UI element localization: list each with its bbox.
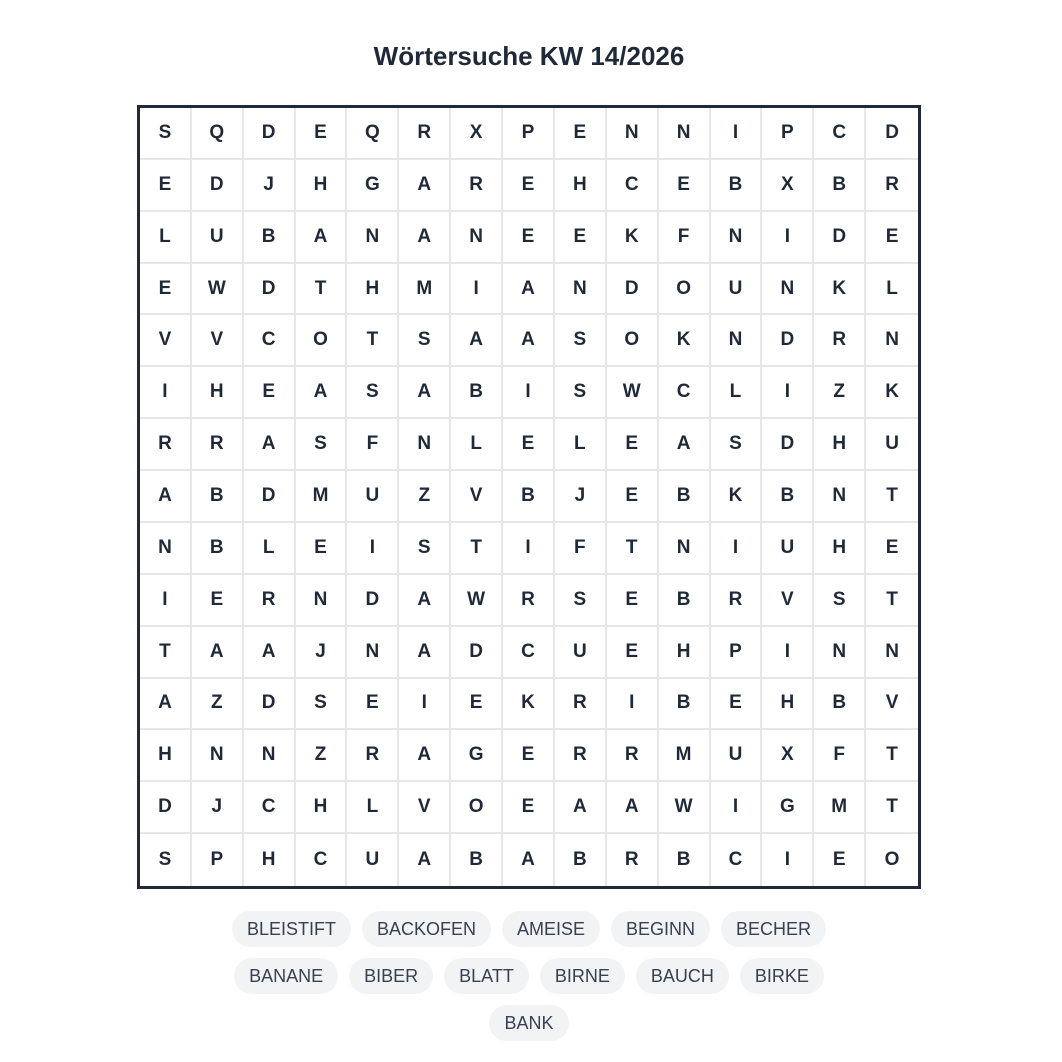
grid-cell[interactable]: G xyxy=(347,160,399,212)
grid-cell[interactable]: K xyxy=(607,212,659,264)
grid-cell[interactable]: Z xyxy=(296,730,348,782)
grid-cell[interactable]: R xyxy=(711,575,763,627)
grid-cell[interactable]: E xyxy=(866,523,918,575)
grid-cell[interactable]: W xyxy=(451,575,503,627)
grid-cell[interactable]: L xyxy=(244,523,296,575)
grid-cell[interactable]: U xyxy=(711,730,763,782)
grid-cell[interactable]: H xyxy=(814,523,866,575)
grid-cell[interactable]: U xyxy=(192,212,244,264)
grid-cell[interactable]: Z xyxy=(192,679,244,731)
grid-cell[interactable]: A xyxy=(244,419,296,471)
grid-cell[interactable]: A xyxy=(503,834,555,886)
grid-cell[interactable]: H xyxy=(762,679,814,731)
grid-cell[interactable]: A xyxy=(399,575,451,627)
grid-cell[interactable]: E xyxy=(503,212,555,264)
grid-cell[interactable]: K xyxy=(503,679,555,731)
grid-cell[interactable]: C xyxy=(244,315,296,367)
grid-cell[interactable]: B xyxy=(451,834,503,886)
grid-cell[interactable]: N xyxy=(192,730,244,782)
grid-cell[interactable]: V xyxy=(866,679,918,731)
word-chip: BLATT xyxy=(444,958,529,994)
grid-cell[interactable]: A xyxy=(399,834,451,886)
grid-cell[interactable]: B xyxy=(659,679,711,731)
grid-cell[interactable]: N xyxy=(659,108,711,160)
grid-cell[interactable]: A xyxy=(503,315,555,367)
grid-cell[interactable]: A xyxy=(140,471,192,523)
grid-cell[interactable]: K xyxy=(659,315,711,367)
grid-cell[interactable]: J xyxy=(555,471,607,523)
grid-cell[interactable]: S xyxy=(555,315,607,367)
grid-cell[interactable]: D xyxy=(244,471,296,523)
grid-cell[interactable]: V xyxy=(140,315,192,367)
grid-cell[interactable]: H xyxy=(192,367,244,419)
grid-cell[interactable]: C xyxy=(814,108,866,160)
grid-cell[interactable]: D xyxy=(451,627,503,679)
grid-cell[interactable]: E xyxy=(503,160,555,212)
grid-cell[interactable]: T xyxy=(866,471,918,523)
grid-cell[interactable]: B xyxy=(503,471,555,523)
grid-cell[interactable]: E xyxy=(347,679,399,731)
grid-cell[interactable]: R xyxy=(866,160,918,212)
grid-cell[interactable]: U xyxy=(555,627,607,679)
grid-cell[interactable]: L xyxy=(866,264,918,316)
grid-cell[interactable]: E xyxy=(244,367,296,419)
grid-cell[interactable]: E xyxy=(192,575,244,627)
grid-cell[interactable]: S xyxy=(399,315,451,367)
grid-cell[interactable]: B xyxy=(762,471,814,523)
grid-cell[interactable]: I xyxy=(711,108,763,160)
grid-cell[interactable]: H xyxy=(555,160,607,212)
grid-cell[interactable]: S xyxy=(555,575,607,627)
word-chip: BIRKE xyxy=(740,958,824,994)
grid-cell[interactable]: N xyxy=(347,627,399,679)
grid-cell[interactable]: T xyxy=(296,264,348,316)
grid-cell[interactable]: N xyxy=(814,627,866,679)
word-chip: BANANE xyxy=(234,958,338,994)
grid-cell[interactable]: E xyxy=(607,419,659,471)
word-chip: BAUCH xyxy=(636,958,729,994)
grid-cell[interactable]: B xyxy=(659,834,711,886)
grid-cell[interactable]: E xyxy=(555,212,607,264)
grid-cell[interactable]: F xyxy=(814,730,866,782)
grid-cell[interactable]: V xyxy=(451,471,503,523)
grid-cell[interactable]: B xyxy=(659,471,711,523)
grid-cell[interactable]: E xyxy=(296,108,348,160)
grid-cell[interactable]: G xyxy=(451,730,503,782)
grid-cell[interactable]: E xyxy=(451,679,503,731)
grid-cell[interactable]: B xyxy=(192,523,244,575)
grid-cell[interactable]: O xyxy=(451,782,503,834)
word-list xyxy=(0,911,1058,1041)
grid-cell[interactable]: L xyxy=(451,419,503,471)
grid-cell[interactable]: P xyxy=(762,108,814,160)
grid-cell[interactable]: Z xyxy=(399,471,451,523)
grid-cell[interactable]: F xyxy=(555,523,607,575)
grid-cell[interactable]: S xyxy=(347,367,399,419)
grid-cell[interactable]: E xyxy=(607,471,659,523)
grid-cell[interactable]: D xyxy=(192,160,244,212)
grid-cell[interactable]: I xyxy=(451,264,503,316)
grid-cell[interactable]: H xyxy=(296,160,348,212)
grid-cell[interactable]: C xyxy=(503,627,555,679)
grid-cell[interactable]: L xyxy=(555,419,607,471)
grid-cell[interactable]: U xyxy=(347,834,399,886)
grid-cell[interactable]: E xyxy=(503,782,555,834)
grid-cell[interactable]: B xyxy=(711,160,763,212)
grid-cell[interactable]: E xyxy=(140,160,192,212)
grid-cell[interactable]: H xyxy=(814,419,866,471)
grid-cell[interactable]: B xyxy=(451,367,503,419)
grid-cell[interactable]: B xyxy=(814,160,866,212)
word-chip: BANK xyxy=(489,1005,568,1041)
grid-cell[interactable]: D xyxy=(607,264,659,316)
grid-cell[interactable]: N xyxy=(607,108,659,160)
grid-cell[interactable]: M xyxy=(659,730,711,782)
grid-cell[interactable]: A xyxy=(399,730,451,782)
grid-cell[interactable]: R xyxy=(555,679,607,731)
word-chip: BIRNE xyxy=(540,958,625,994)
grid-cell[interactable]: R xyxy=(192,419,244,471)
grid-cell[interactable]: A xyxy=(244,627,296,679)
grid-cell[interactable]: Q xyxy=(192,108,244,160)
grid-cell[interactable]: K xyxy=(866,367,918,419)
grid-cell[interactable]: I xyxy=(762,212,814,264)
grid-cell[interactable]: N xyxy=(711,315,763,367)
grid-cell[interactable]: D xyxy=(762,419,814,471)
grid-cell[interactable]: V xyxy=(399,782,451,834)
grid-cell[interactable]: A xyxy=(296,367,348,419)
grid-cell[interactable]: U xyxy=(866,419,918,471)
grid-cell[interactable]: N xyxy=(296,575,348,627)
grid-cell[interactable]: B xyxy=(244,212,296,264)
grid-cell[interactable]: J xyxy=(192,782,244,834)
grid-cell[interactable]: V xyxy=(192,315,244,367)
grid-cell[interactable]: J xyxy=(296,627,348,679)
grid-cell[interactable]: O xyxy=(884,849,900,871)
grid-cell[interactable]: I xyxy=(607,679,659,731)
grid-cell[interactable]: I xyxy=(762,367,814,419)
grid-cell[interactable]: S xyxy=(711,419,763,471)
grid-cell[interactable]: C xyxy=(244,782,296,834)
grid-cell[interactable]: I xyxy=(503,523,555,575)
grid-cell[interactable]: T xyxy=(866,575,918,627)
grid-cell[interactable]: M xyxy=(814,782,866,834)
grid-cell[interactable]: K xyxy=(814,264,866,316)
grid-cell[interactable]: L xyxy=(140,212,192,264)
grid-cell[interactable]: D xyxy=(866,108,918,160)
grid-cell[interactable]: R xyxy=(607,730,659,782)
grid-cell[interactable]: B xyxy=(659,575,711,627)
letter-grid xyxy=(137,105,921,889)
grid-cell[interactable]: F xyxy=(659,212,711,264)
grid-cell[interactable]: I xyxy=(762,834,814,886)
grid-cell[interactable]: T xyxy=(140,627,192,679)
grid-cell[interactable]: C xyxy=(711,834,763,886)
grid-cell[interactable]: C xyxy=(659,367,711,419)
grid-cell[interactable]: D xyxy=(244,108,296,160)
grid-cell[interactable]: E xyxy=(503,419,555,471)
grid-cell[interactable]: A xyxy=(659,419,711,471)
word-chip: AMEISE xyxy=(502,911,600,947)
grid-cell[interactable]: C xyxy=(607,160,659,212)
grid-cell[interactable]: S xyxy=(814,575,866,627)
grid-cell[interactable]: N xyxy=(399,419,451,471)
grid-cell[interactable]: N xyxy=(347,212,399,264)
grid-cell[interactable]: H xyxy=(244,834,296,886)
grid-cell[interactable]: A xyxy=(140,679,192,731)
grid-cell[interactable]: K xyxy=(711,471,763,523)
grid-cell[interactable]: I xyxy=(762,627,814,679)
grid-cell[interactable]: R xyxy=(503,575,555,627)
grid-cell[interactable]: S xyxy=(296,419,348,471)
grid-cell[interactable]: E xyxy=(607,627,659,679)
grid-cell[interactable]: E xyxy=(607,575,659,627)
grid-cell[interactable]: N xyxy=(451,212,503,264)
grid-cell[interactable]: I xyxy=(140,367,192,419)
grid-cell[interactable]: A xyxy=(399,212,451,264)
grid-cell[interactable]: X xyxy=(762,160,814,212)
grid-cell[interactable]: N xyxy=(659,523,711,575)
grid-cell[interactable]: H xyxy=(347,264,399,316)
grid-cell[interactable]: A xyxy=(607,782,659,834)
grid-cell[interactable]: L xyxy=(347,782,399,834)
grid-cell[interactable]: E xyxy=(555,108,607,160)
grid-cell[interactable]: U xyxy=(347,471,399,523)
grid-cell[interactable]: A xyxy=(503,264,555,316)
grid-cell[interactable]: N xyxy=(762,264,814,316)
grid-cell[interactable]: O xyxy=(659,264,711,316)
grid-cell[interactable]: S xyxy=(399,523,451,575)
word-chip: BIBER xyxy=(349,958,433,994)
grid-cell[interactable]: I xyxy=(140,575,192,627)
grid-cell[interactable]: D xyxy=(244,679,296,731)
grid-cell[interactable]: Q xyxy=(347,108,399,160)
grid-cell[interactable]: S xyxy=(555,367,607,419)
grid-cell[interactable]: R xyxy=(347,730,399,782)
word-chip: BLEISTIFT xyxy=(232,911,351,947)
word-chip: BEGINN xyxy=(611,911,710,947)
grid-cell[interactable]: A xyxy=(451,315,503,367)
grid-cell[interactable]: C xyxy=(296,834,348,886)
grid-cell[interactable]: F xyxy=(347,419,399,471)
word-chip: BECHER xyxy=(721,911,826,947)
grid-cell[interactable]: N xyxy=(140,523,192,575)
grid-cell[interactable]: A xyxy=(192,627,244,679)
grid-cell[interactable]: E xyxy=(659,160,711,212)
grid-cell[interactable]: W xyxy=(659,782,711,834)
grid-cell[interactable]: J xyxy=(244,160,296,212)
grid-cell[interactable]: T xyxy=(607,523,659,575)
grid-cell[interactable]: L xyxy=(711,367,763,419)
grid-cell[interactable]: N xyxy=(866,627,918,679)
grid-cell[interactable]: A xyxy=(399,160,451,212)
grid-cell[interactable]: E xyxy=(140,264,192,316)
grid-cell[interactable]: A xyxy=(399,627,451,679)
grid-cell[interactable]: B xyxy=(814,679,866,731)
grid-cell[interactable]: H xyxy=(659,627,711,679)
grid-cell[interactable]: I xyxy=(711,782,763,834)
grid-cell[interactable]: R xyxy=(244,575,296,627)
grid-cell[interactable]: T xyxy=(866,730,918,782)
grid-cell[interactable]: B xyxy=(555,834,607,886)
grid-cell[interactable]: D xyxy=(347,575,399,627)
grid-cell[interactable]: E xyxy=(866,212,918,264)
grid-cell[interactable]: A xyxy=(296,212,348,264)
grid-cell[interactable]: N xyxy=(814,471,866,523)
grid-cell[interactable]: T xyxy=(451,523,503,575)
grid-cell[interactable]: R xyxy=(399,108,451,160)
grid-cell[interactable]: I xyxy=(347,523,399,575)
word-chip: BACKOFEN xyxy=(362,911,491,947)
grid-cell[interactable]: E xyxy=(503,730,555,782)
grid-cell[interactable]: W xyxy=(607,367,659,419)
grid-cell[interactable]: R xyxy=(451,160,503,212)
grid-cell[interactable]: H xyxy=(140,730,192,782)
grid-cell[interactable]: R xyxy=(555,730,607,782)
grid-cell[interactable]: O xyxy=(607,315,659,367)
grid-cell[interactable]: I xyxy=(503,367,555,419)
grid-cell[interactable]: R xyxy=(140,419,192,471)
grid-cell[interactable]: E xyxy=(296,523,348,575)
grid-cell[interactable]: R xyxy=(814,315,866,367)
grid-cell[interactable]: S xyxy=(140,834,192,886)
grid-cell[interactable]: N xyxy=(866,315,918,367)
grid-cell[interactable]: X xyxy=(762,730,814,782)
grid-cell[interactable]: P xyxy=(503,108,555,160)
grid-cell[interactable]: V xyxy=(762,575,814,627)
grid-cell[interactable]: E xyxy=(711,679,763,731)
grid-cell[interactable]: G xyxy=(762,782,814,834)
grid-cell[interactable]: X xyxy=(451,108,503,160)
puzzle-title: Wörtersuche KW 14/2026 xyxy=(373,41,685,71)
grid-cell[interactable]: O xyxy=(296,315,348,367)
grid-cell[interactable]: N xyxy=(555,264,607,316)
grid-cell[interactable]: R xyxy=(607,834,659,886)
grid-cell[interactable]: P xyxy=(711,627,763,679)
grid-cell[interactable]: D xyxy=(762,315,814,367)
grid-cell[interactable]: U xyxy=(762,523,814,575)
grid-cell[interactable]: T xyxy=(347,315,399,367)
grid-cell[interactable]: T xyxy=(866,782,918,834)
grid-cell[interactable]: W xyxy=(192,264,244,316)
grid-cell[interactable]: B xyxy=(192,471,244,523)
grid-cell[interactable]: N xyxy=(711,212,763,264)
grid-cell[interactable]: A xyxy=(399,367,451,419)
grid-cell[interactable]: M xyxy=(399,264,451,316)
grid-cell[interactable]: I xyxy=(399,679,451,731)
grid-cell[interactable]: Z xyxy=(814,367,866,419)
grid-cell[interactable]: H xyxy=(296,782,348,834)
grid-cell[interactable]: P xyxy=(192,834,244,886)
grid-cell[interactable]: E xyxy=(814,834,866,886)
grid-cell[interactable]: S xyxy=(296,679,348,731)
grid-cell[interactable]: S xyxy=(140,108,192,160)
grid-cell[interactable]: D xyxy=(140,782,192,834)
grid-cell[interactable]: I xyxy=(711,523,763,575)
grid-cell[interactable]: M xyxy=(296,471,348,523)
grid-cell[interactable]: D xyxy=(814,212,866,264)
grid-cell[interactable]: A xyxy=(555,782,607,834)
grid-cell[interactable]: D xyxy=(244,264,296,316)
grid-cell[interactable]: N xyxy=(244,730,296,782)
grid-cell[interactable]: U xyxy=(711,264,763,316)
